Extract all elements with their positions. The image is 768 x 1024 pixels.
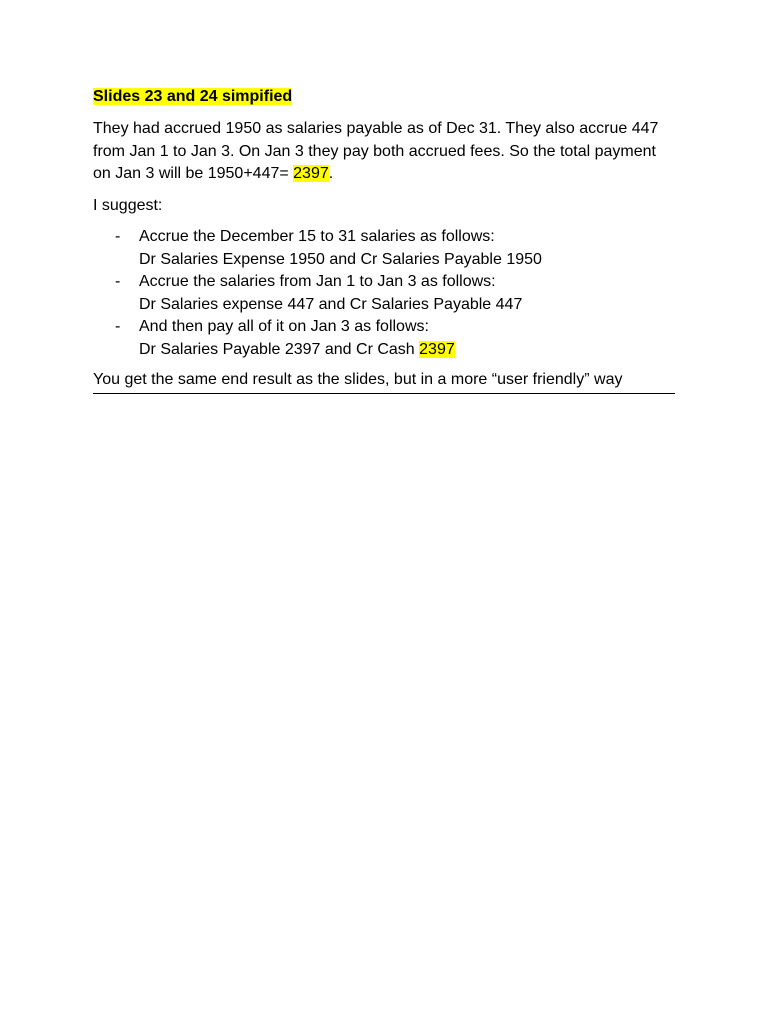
list-item	[93, 316, 675, 361]
list-item-line2	[139, 339, 675, 362]
list-item-line2-text: Dr Salaries Payable 2397 and Cr Cash	[139, 340, 420, 358]
closing-paragraph: You get the same end result as the slides, but in a more “user friendly” way	[93, 369, 675, 394]
list-item-line2: Dr Salaries Expense 1950 and Cr Salaries Payable 1950	[139, 250, 542, 268]
suggest-label: I suggest:	[93, 196, 163, 214]
document-title	[93, 86, 675, 108]
document-page	[93, 86, 675, 394]
list-item	[93, 226, 675, 271]
paragraph-summary	[93, 118, 675, 186]
total-highlight: 2397	[293, 165, 329, 182]
steps-list	[93, 226, 675, 361]
title-highlight: Slides 23 and 24 simpified	[93, 88, 293, 105]
cash-highlight: 2397	[419, 340, 455, 358]
list-item-line1: Accrue the December 15 to 31 salaries as follows:	[139, 228, 495, 245]
dash-bullet: -	[115, 228, 121, 245]
dash-bullet: -	[115, 318, 121, 335]
paragraph-summary-end: .	[328, 165, 334, 182]
list-item	[93, 271, 675, 316]
list-item-line1: And then pay all of it on Jan 3 as follows:	[139, 318, 429, 335]
paragraph-summary-text: They had accrued 1950 as salaries payable as of Dec 31. They also accrue 447 from Jan 1 to Jan 3. On Jan 3 they pay both accrued fees. So the total payment on Jan 3 will be 1950+447=	[93, 120, 659, 182]
list-item-line2: Dr Salaries expense 447 and Cr Salaries Payable 447	[139, 295, 523, 313]
dash-bullet: -	[115, 273, 121, 290]
list-item-line1: Accrue the salaries from Jan 1 to Jan 3 as follows:	[139, 273, 496, 290]
